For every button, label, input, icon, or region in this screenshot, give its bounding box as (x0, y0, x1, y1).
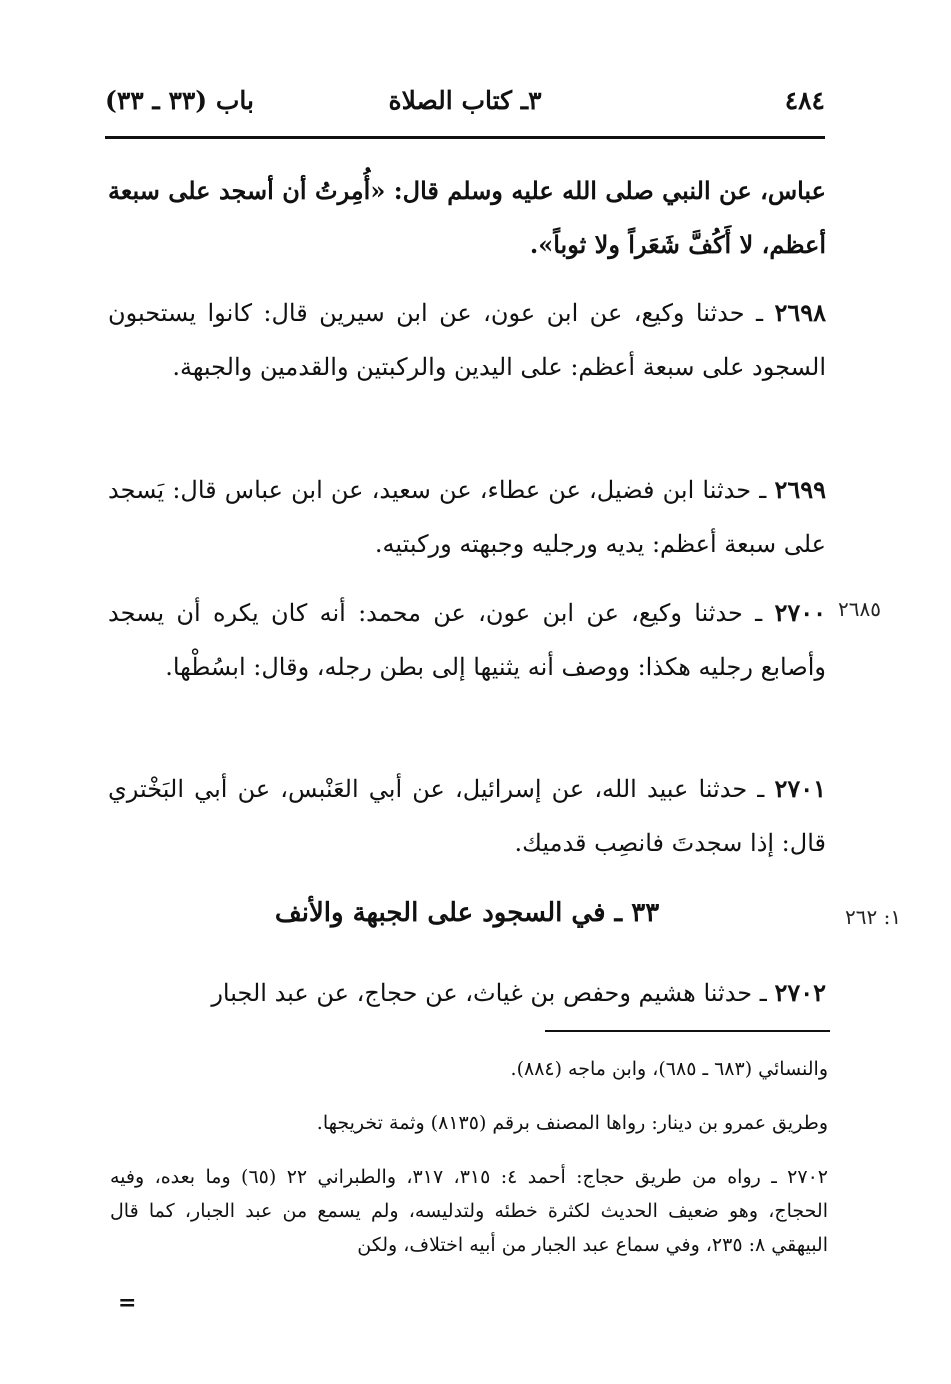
hadith-number: ٢٦٩٩ (774, 475, 826, 504)
footnote-2: وطريق عمرو بن دينار: رواها المصنف برقم (٨١٣٥) وثمة تخريجها. (316, 1112, 828, 1134)
section-margin-reference: ١: ٢٦٢ (845, 905, 902, 929)
margin-reference: ٢٦٨٥ (838, 597, 881, 621)
page-number: ٤٨٤ (784, 86, 825, 115)
section-heading: ٣٣ ـ في السجود على الجبهة والأنف (274, 898, 660, 928)
hadith-2698 (108, 286, 826, 394)
header-rule (105, 136, 825, 139)
hadith-2699 (108, 463, 826, 571)
continuation-mark: = (118, 1290, 137, 1316)
running-header (105, 86, 825, 126)
hadith-2700 (108, 586, 826, 694)
hadith-2702 (108, 966, 826, 1020)
footnote-1: والنسائي (٦٨٣ ـ ٦٨٥)، وابن ماجه (٨٨٤). (510, 1058, 828, 1080)
intro-text: عباس، عن النبي صلى الله عليه وسلم قال: «أُمِرتُ أن أسجد على سبعة أعظم، لا أَكُفَّ شَعَراً ولا ثوباً». (108, 176, 826, 259)
hadith-number: ٢٧٠٠ (774, 598, 826, 627)
hadith-number: ٢٦٩٨ (774, 298, 826, 327)
chapter-range: باب (٣٣ ـ ٣٣) (105, 86, 254, 115)
hadith-text: ـ حدثنا عبيد الله، عن إسرائيل، عن أبي العَنْبس، عن أبي البَخْتري قال: إذا سجدتَ فانصِب قدميك. (108, 775, 826, 857)
hadith-number: ٢٧٠١ (774, 774, 826, 803)
hadith-text: ـ حدثنا هشيم وحفص بن غياث، عن حجاج، عن عبد الجبار (211, 979, 767, 1007)
footnote-3: ٢٧٠٢ ـ رواه من طريق حجاج: أحمد ٤: ٣١٥، ٣١٧، والطبراني ٢٢ (٦٥) وما بعده، وفيه الحجاج، وهو ضعيف الحديث لكثرة خطئه ولتدليسه، ولم يسمع من عبد الجبار، كما قال البيهقي ٨: ٢٣٥، وفي سماع عبد الجبار من أبيه اختلاف، ولكن (110, 1166, 828, 1256)
hadith-text: ـ حدثنا وكيع، عن ابن عون، عن ابن سيرين قال: كانوا يستحبون السجود على سبعة أعظم: على اليدين والركبتين والقدمين والجبهة. (108, 299, 826, 381)
book-title: ٣ـ كتاب الصلاة (388, 86, 542, 115)
hadith-number: ٢٧٠٢ (774, 978, 826, 1007)
hadith-2701 (108, 762, 826, 870)
hadith-text: ـ حدثنا وكيع، عن ابن عون، عن محمد: أنه كان يكره أن يسجد وأصابع رجليه هكذا: ووصف أنه يثنيها إلى بطن رجله، وقال: ابسُطْها. (108, 599, 826, 681)
hadith-text: ـ حدثنا ابن فضيل، عن عطاء، عن سعيد، عن ابن عباس قال: يَسجد على سبعة أعظم: يديه ورجليه وجبهته وركبتيه. (108, 476, 826, 558)
footnote-rule (545, 1030, 830, 1032)
intro-paragraph (108, 164, 826, 272)
